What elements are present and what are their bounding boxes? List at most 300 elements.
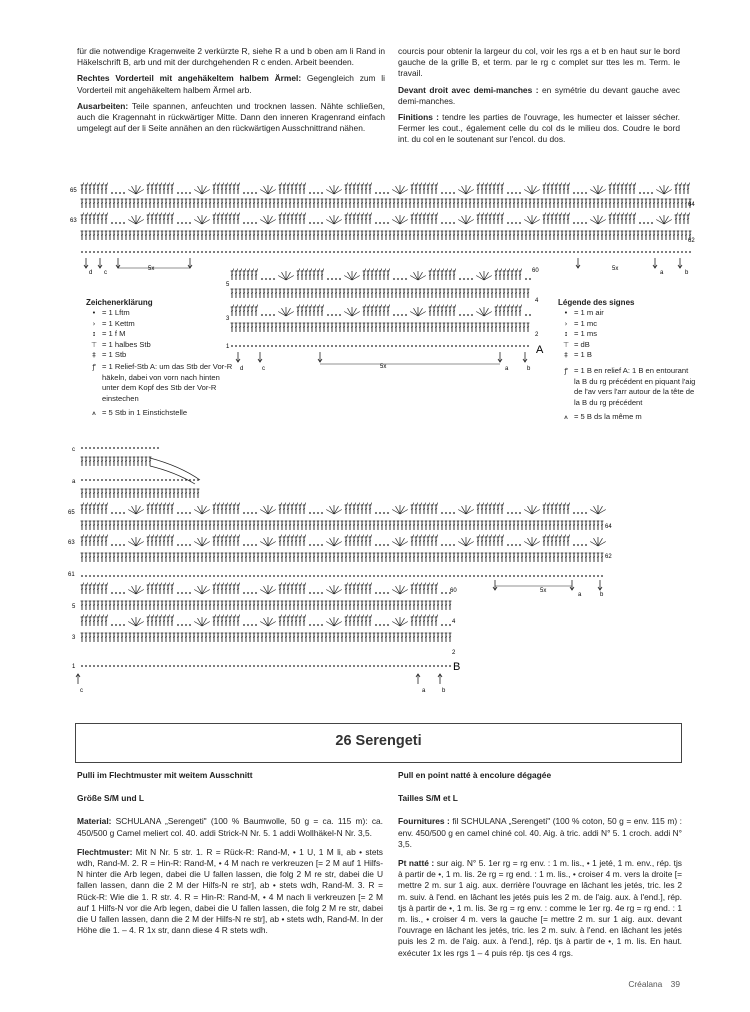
chain-mark	[149, 575, 151, 577]
fan-icon: ⩚	[564, 413, 568, 422]
chain-mark	[307, 345, 309, 347]
chain-mark	[457, 575, 459, 577]
chain-mark	[339, 314, 341, 316]
chain-mark	[241, 251, 243, 253]
chain-mark	[275, 345, 277, 347]
chain-mark	[309, 544, 311, 546]
legend-item: ⊤ = dB	[558, 340, 698, 350]
chain-mark	[375, 192, 377, 194]
chain-mark	[331, 314, 333, 316]
chain-mark	[285, 251, 287, 253]
chain-mark	[451, 345, 453, 347]
row-number: 1	[226, 344, 230, 350]
chain-mark	[585, 222, 587, 224]
chain-mark	[113, 575, 115, 577]
chain-mark	[309, 222, 311, 224]
chain-mark	[281, 251, 283, 253]
marker-label: d	[89, 270, 93, 276]
legend-item: ‡ = 1 B	[558, 350, 698, 360]
chain-mark	[247, 192, 249, 194]
chain-mark	[97, 251, 99, 253]
chain-mark	[357, 575, 359, 577]
chain-mark	[641, 251, 643, 253]
chain-mark	[391, 345, 393, 347]
single-crochet-icon: ɪ	[92, 330, 96, 339]
chain-mark	[601, 575, 603, 577]
chain-mark	[249, 251, 251, 253]
chain-mark	[185, 251, 187, 253]
chain-mark	[557, 575, 559, 577]
chain-mark	[245, 575, 247, 577]
chain-mark	[185, 592, 187, 594]
chain-mark	[273, 278, 275, 280]
chain-mark	[401, 314, 403, 316]
chain-mark	[313, 592, 315, 594]
chain-mark	[225, 251, 227, 253]
chain-mark	[493, 575, 495, 577]
chain-mark	[511, 544, 513, 546]
chain-mark	[185, 479, 187, 481]
chain-mark	[123, 544, 125, 546]
chain-mark	[261, 251, 263, 253]
chain-mark	[495, 345, 497, 347]
chain-mark	[511, 512, 513, 514]
chain-mark	[661, 251, 663, 253]
chain-mark	[463, 314, 465, 316]
chain-mark	[415, 345, 417, 347]
chain-mark	[271, 345, 273, 347]
chain-mark	[115, 192, 117, 194]
chain-mark	[111, 592, 113, 594]
chain-mark	[243, 222, 245, 224]
row-number: 4	[535, 298, 539, 304]
marker-label: 5x	[380, 364, 387, 370]
chain-mark	[651, 192, 653, 194]
chain-mark	[125, 575, 127, 577]
chain-mark	[157, 575, 159, 577]
collar-curve	[150, 458, 200, 480]
chain-mark	[197, 479, 199, 481]
chain-mark	[313, 512, 315, 514]
chain-mark	[201, 575, 203, 577]
chain-mark	[445, 575, 447, 577]
chain-mark	[341, 251, 343, 253]
chain-mark	[515, 222, 517, 224]
chain-mark	[393, 278, 395, 280]
chain-mark	[421, 251, 423, 253]
chain-mark	[177, 222, 179, 224]
chain-mark	[401, 575, 403, 577]
chain-mark	[413, 575, 415, 577]
chain-mark	[311, 345, 313, 347]
chain-mark	[441, 251, 443, 253]
chain-mark	[387, 592, 389, 594]
chain-mark	[447, 345, 449, 347]
chain-mark	[165, 251, 167, 253]
chain-mark	[633, 251, 635, 253]
chain-mark	[639, 192, 641, 194]
chain-mark	[101, 447, 103, 449]
chain-mark	[433, 251, 435, 253]
legend-item: ⩚ = 5 B ds la même m	[558, 412, 698, 422]
chain-mark	[137, 479, 139, 481]
chain-mark	[477, 575, 479, 577]
chain-mark	[149, 251, 151, 253]
chain-mark	[629, 251, 631, 253]
chain-mark	[89, 447, 91, 449]
chain-mark	[577, 251, 579, 253]
chain-mark	[569, 251, 571, 253]
chain-mark	[393, 575, 395, 577]
chain-mark	[153, 575, 155, 577]
chain-mark	[201, 251, 203, 253]
chain-mark	[297, 251, 299, 253]
chain-mark	[255, 222, 257, 224]
row-number: 62	[688, 238, 695, 244]
chain-mark	[537, 575, 539, 577]
chain-mark	[395, 345, 397, 347]
chain-mark	[153, 447, 155, 449]
chain-mark	[181, 192, 183, 194]
row-number: 63	[70, 218, 77, 224]
chain-mark	[313, 575, 315, 577]
chain-mark	[269, 575, 271, 577]
chain-mark	[515, 512, 517, 514]
chain-mark	[419, 345, 421, 347]
crochet-diagram-b	[0, 440, 750, 700]
chain-mark	[283, 345, 285, 347]
chain-mark	[515, 345, 517, 347]
diagram-b-rows	[81, 447, 606, 667]
legend-item: ɪ = 1 ms	[558, 329, 698, 339]
chain-mark	[445, 544, 447, 546]
row-number: 5	[226, 282, 230, 288]
chain-mark	[545, 575, 547, 577]
chain-mark	[177, 479, 179, 481]
chain-mark	[383, 192, 385, 194]
chain-mark	[181, 592, 183, 594]
chain-mark	[689, 251, 691, 253]
chain-mark	[255, 192, 257, 194]
chain-mark	[365, 575, 367, 577]
chain-mark	[263, 345, 265, 347]
chain-mark	[445, 592, 447, 594]
chain-mark	[463, 345, 465, 347]
chain-mark	[185, 544, 187, 546]
chain-mark	[403, 345, 405, 347]
legend-item: › = 1 Kettm	[86, 319, 236, 329]
chain-mark	[111, 222, 113, 224]
chain-mark	[101, 251, 103, 253]
chain-mark	[377, 575, 379, 577]
chain-mark	[471, 345, 473, 347]
chain-mark	[577, 575, 579, 577]
chain-mark	[553, 251, 555, 253]
chain-mark	[173, 251, 175, 253]
chain-mark	[165, 575, 167, 577]
chain-mark	[197, 575, 199, 577]
chain-mark	[245, 251, 247, 253]
chain-mark	[581, 222, 583, 224]
chain-mark	[129, 479, 131, 481]
chain-mark	[89, 575, 91, 577]
chain-mark	[453, 251, 455, 253]
chain-mark	[449, 251, 451, 253]
chain-mark	[389, 251, 391, 253]
chain-mark	[237, 251, 239, 253]
chain-mark	[85, 447, 87, 449]
chain-mark	[105, 251, 107, 253]
chain-mark	[541, 575, 543, 577]
fan-icon: ⩚	[92, 409, 96, 418]
chain-mark	[255, 592, 257, 594]
chain-mark	[589, 251, 591, 253]
chain-mark	[511, 192, 513, 194]
chain-mark	[485, 575, 487, 577]
chain-mark	[117, 479, 119, 481]
chain-mark	[387, 345, 389, 347]
chain-mark	[133, 575, 135, 577]
chain-mark	[443, 345, 445, 347]
half-double-icon: ⊤	[90, 340, 98, 349]
chain-mark	[469, 251, 471, 253]
chain-mark	[313, 222, 315, 224]
chain-mark	[251, 512, 253, 514]
chain-mark	[409, 251, 411, 253]
chain-mark	[317, 222, 319, 224]
chain-mark	[189, 222, 191, 224]
chain-mark	[445, 192, 447, 194]
chain-mark	[193, 251, 195, 253]
chain-mark	[507, 345, 509, 347]
chain-mark	[487, 345, 489, 347]
chain-mark	[411, 345, 413, 347]
chain-mark	[297, 575, 299, 577]
chain-mark	[651, 222, 653, 224]
chain-mark	[261, 278, 263, 280]
chain-mark	[365, 251, 367, 253]
chain-mark	[437, 251, 439, 253]
chain-mark	[229, 251, 231, 253]
chain-mark	[255, 512, 257, 514]
chain-mark	[441, 592, 443, 594]
chain-mark	[339, 278, 341, 280]
chain-mark	[505, 251, 507, 253]
chain-mark	[393, 314, 395, 316]
chain-mark	[379, 512, 381, 514]
chain-mark	[161, 251, 163, 253]
chain-mark	[361, 575, 363, 577]
chain-mark	[585, 251, 587, 253]
chain-mark	[467, 314, 469, 316]
chain-mark	[115, 624, 117, 626]
chain-mark	[173, 479, 175, 481]
chain-mark	[157, 251, 159, 253]
chain-mark	[529, 278, 531, 280]
chain-mark	[317, 575, 319, 577]
chain-mark	[123, 512, 125, 514]
text-paragraph: für die notwendige Kragenweite 2 verkürzte R, siehe R a und b oben am li Rand in Häkelschrift B, arb und mit der durchgehenden R c enden. Arbeit beenden.	[77, 46, 385, 68]
chain-mark	[645, 251, 647, 253]
marker-label: a	[505, 366, 509, 372]
text-paragraph: Finitions : tendre les parties de l'ouvrage, les humecter et laisser sécher. Fermer les cout., également celle du col ds le milieu dos. Coudre le bord int. du col en le soutenant sur l'encol. du dos.	[398, 112, 680, 145]
chain-mark	[145, 575, 147, 577]
chain-mark	[433, 575, 435, 577]
row-number: 64	[688, 202, 695, 208]
chain-mark	[343, 345, 345, 347]
chain-mark	[481, 575, 483, 577]
chain-mark	[545, 251, 547, 253]
chain-mark	[161, 575, 163, 577]
chain-mark	[681, 251, 683, 253]
chain-mark	[93, 575, 95, 577]
chain-mark	[387, 544, 389, 546]
chain-mark	[257, 575, 259, 577]
chain-mark	[185, 192, 187, 194]
chain-mark	[117, 447, 119, 449]
chain-mark	[453, 512, 455, 514]
chain-mark	[247, 222, 249, 224]
chain-mark	[561, 251, 563, 253]
chain-mark	[243, 345, 245, 347]
chain-mark	[121, 575, 123, 577]
chain-mark	[529, 251, 531, 253]
chain-mark	[251, 345, 253, 347]
chain-mark	[193, 575, 195, 577]
chain-mark	[665, 251, 667, 253]
chain-mark	[117, 575, 119, 577]
chain-mark	[549, 575, 551, 577]
chain-mark	[331, 278, 333, 280]
chain-mark	[357, 251, 359, 253]
chain-mark	[337, 251, 339, 253]
marker-label: c	[262, 366, 265, 372]
chain-mark	[149, 447, 151, 449]
chain-mark	[109, 575, 111, 577]
chain-mark	[445, 222, 447, 224]
chain-mark	[613, 251, 615, 253]
chain-mark	[597, 251, 599, 253]
chain-mark	[565, 575, 567, 577]
row-number: 3	[226, 316, 230, 322]
chain-mark	[225, 575, 227, 577]
chain-mark	[327, 278, 329, 280]
chain-mark	[309, 512, 311, 514]
chain-mark	[481, 251, 483, 253]
chain-mark	[177, 544, 179, 546]
chain-mark	[537, 251, 539, 253]
chain-mark	[441, 512, 443, 514]
chain-mark	[577, 544, 579, 546]
chain-mark	[209, 575, 211, 577]
marker-label: b	[685, 270, 689, 276]
chain-mark	[471, 278, 473, 280]
chain-mark	[511, 222, 513, 224]
legend-item: ⊤ = 1 halbes Stb	[86, 340, 236, 350]
chain-mark	[133, 251, 135, 253]
chain-mark	[321, 512, 323, 514]
chain-mark	[265, 251, 267, 253]
chain-mark	[467, 278, 469, 280]
chain-mark	[375, 592, 377, 594]
chain-mark	[321, 544, 323, 546]
chain-mark	[417, 575, 419, 577]
chain-mark	[221, 251, 223, 253]
chain-mark	[189, 544, 191, 546]
chain-mark	[653, 251, 655, 253]
chain-mark	[569, 575, 571, 577]
chain-mark	[303, 345, 305, 347]
chain-mark	[339, 345, 341, 347]
chain-mark	[643, 192, 645, 194]
chain-mark	[85, 479, 87, 481]
chain-mark	[105, 447, 107, 449]
chain-mark	[369, 575, 371, 577]
legend-item: ꝭ = 1 Relief-Stb A: um das Stb der Vor-R häkeln, dabei von vorn nach hinten unter dem Kopf des Stb der Vor-R einstechen	[86, 362, 236, 404]
chain-mark	[379, 592, 381, 594]
chain-mark	[115, 512, 117, 514]
chain-mark	[397, 575, 399, 577]
chain-mark	[647, 192, 649, 194]
chain-mark	[345, 251, 347, 253]
chain-mark	[327, 314, 329, 316]
chain-mark	[123, 222, 125, 224]
chain-mark	[113, 447, 115, 449]
chain-mark	[85, 575, 87, 577]
chain-mark	[109, 479, 111, 481]
chain-mark	[473, 251, 475, 253]
chain-mark	[375, 512, 377, 514]
chain-mark	[243, 544, 245, 546]
chain-mark	[189, 575, 191, 577]
single-crochet-icon: ɪ	[564, 330, 568, 339]
chain-mark	[89, 479, 91, 481]
chain-mark	[593, 575, 595, 577]
chain-mark	[515, 544, 517, 546]
text-paragraph: courcis pour obtenir la largeur du col, voir les rgs a et b en haut sur le bord gauche de la grille B, et term. par le rg c complet sur ttes les m. Term. le travail.	[398, 46, 680, 79]
chain-mark	[429, 251, 431, 253]
chain-mark	[189, 512, 191, 514]
chain-mark	[221, 575, 223, 577]
chain-mark	[81, 479, 83, 481]
chain-mark	[375, 544, 377, 546]
chain-mark	[247, 345, 249, 347]
chain-mark	[115, 222, 117, 224]
chain-mark	[129, 251, 131, 253]
chain-mark	[379, 345, 381, 347]
chain-mark	[325, 575, 327, 577]
chain-mark	[125, 447, 127, 449]
chain-mark	[449, 575, 451, 577]
chain-mark	[511, 345, 513, 347]
chain-mark	[229, 575, 231, 577]
chain-mark	[313, 192, 315, 194]
chain-mark	[209, 251, 211, 253]
chain-mark	[277, 251, 279, 253]
chain-mark	[589, 575, 591, 577]
chain-mark	[189, 479, 191, 481]
chain-mark	[549, 251, 551, 253]
chain-mark	[317, 512, 319, 514]
chain-mark	[393, 251, 395, 253]
chain-mark	[581, 512, 583, 514]
chain-mark	[253, 575, 255, 577]
chain-mark	[335, 314, 337, 316]
chain-mark	[639, 222, 641, 224]
chain-mark	[269, 251, 271, 253]
chain-mark	[461, 575, 463, 577]
chain-mark	[205, 251, 207, 253]
